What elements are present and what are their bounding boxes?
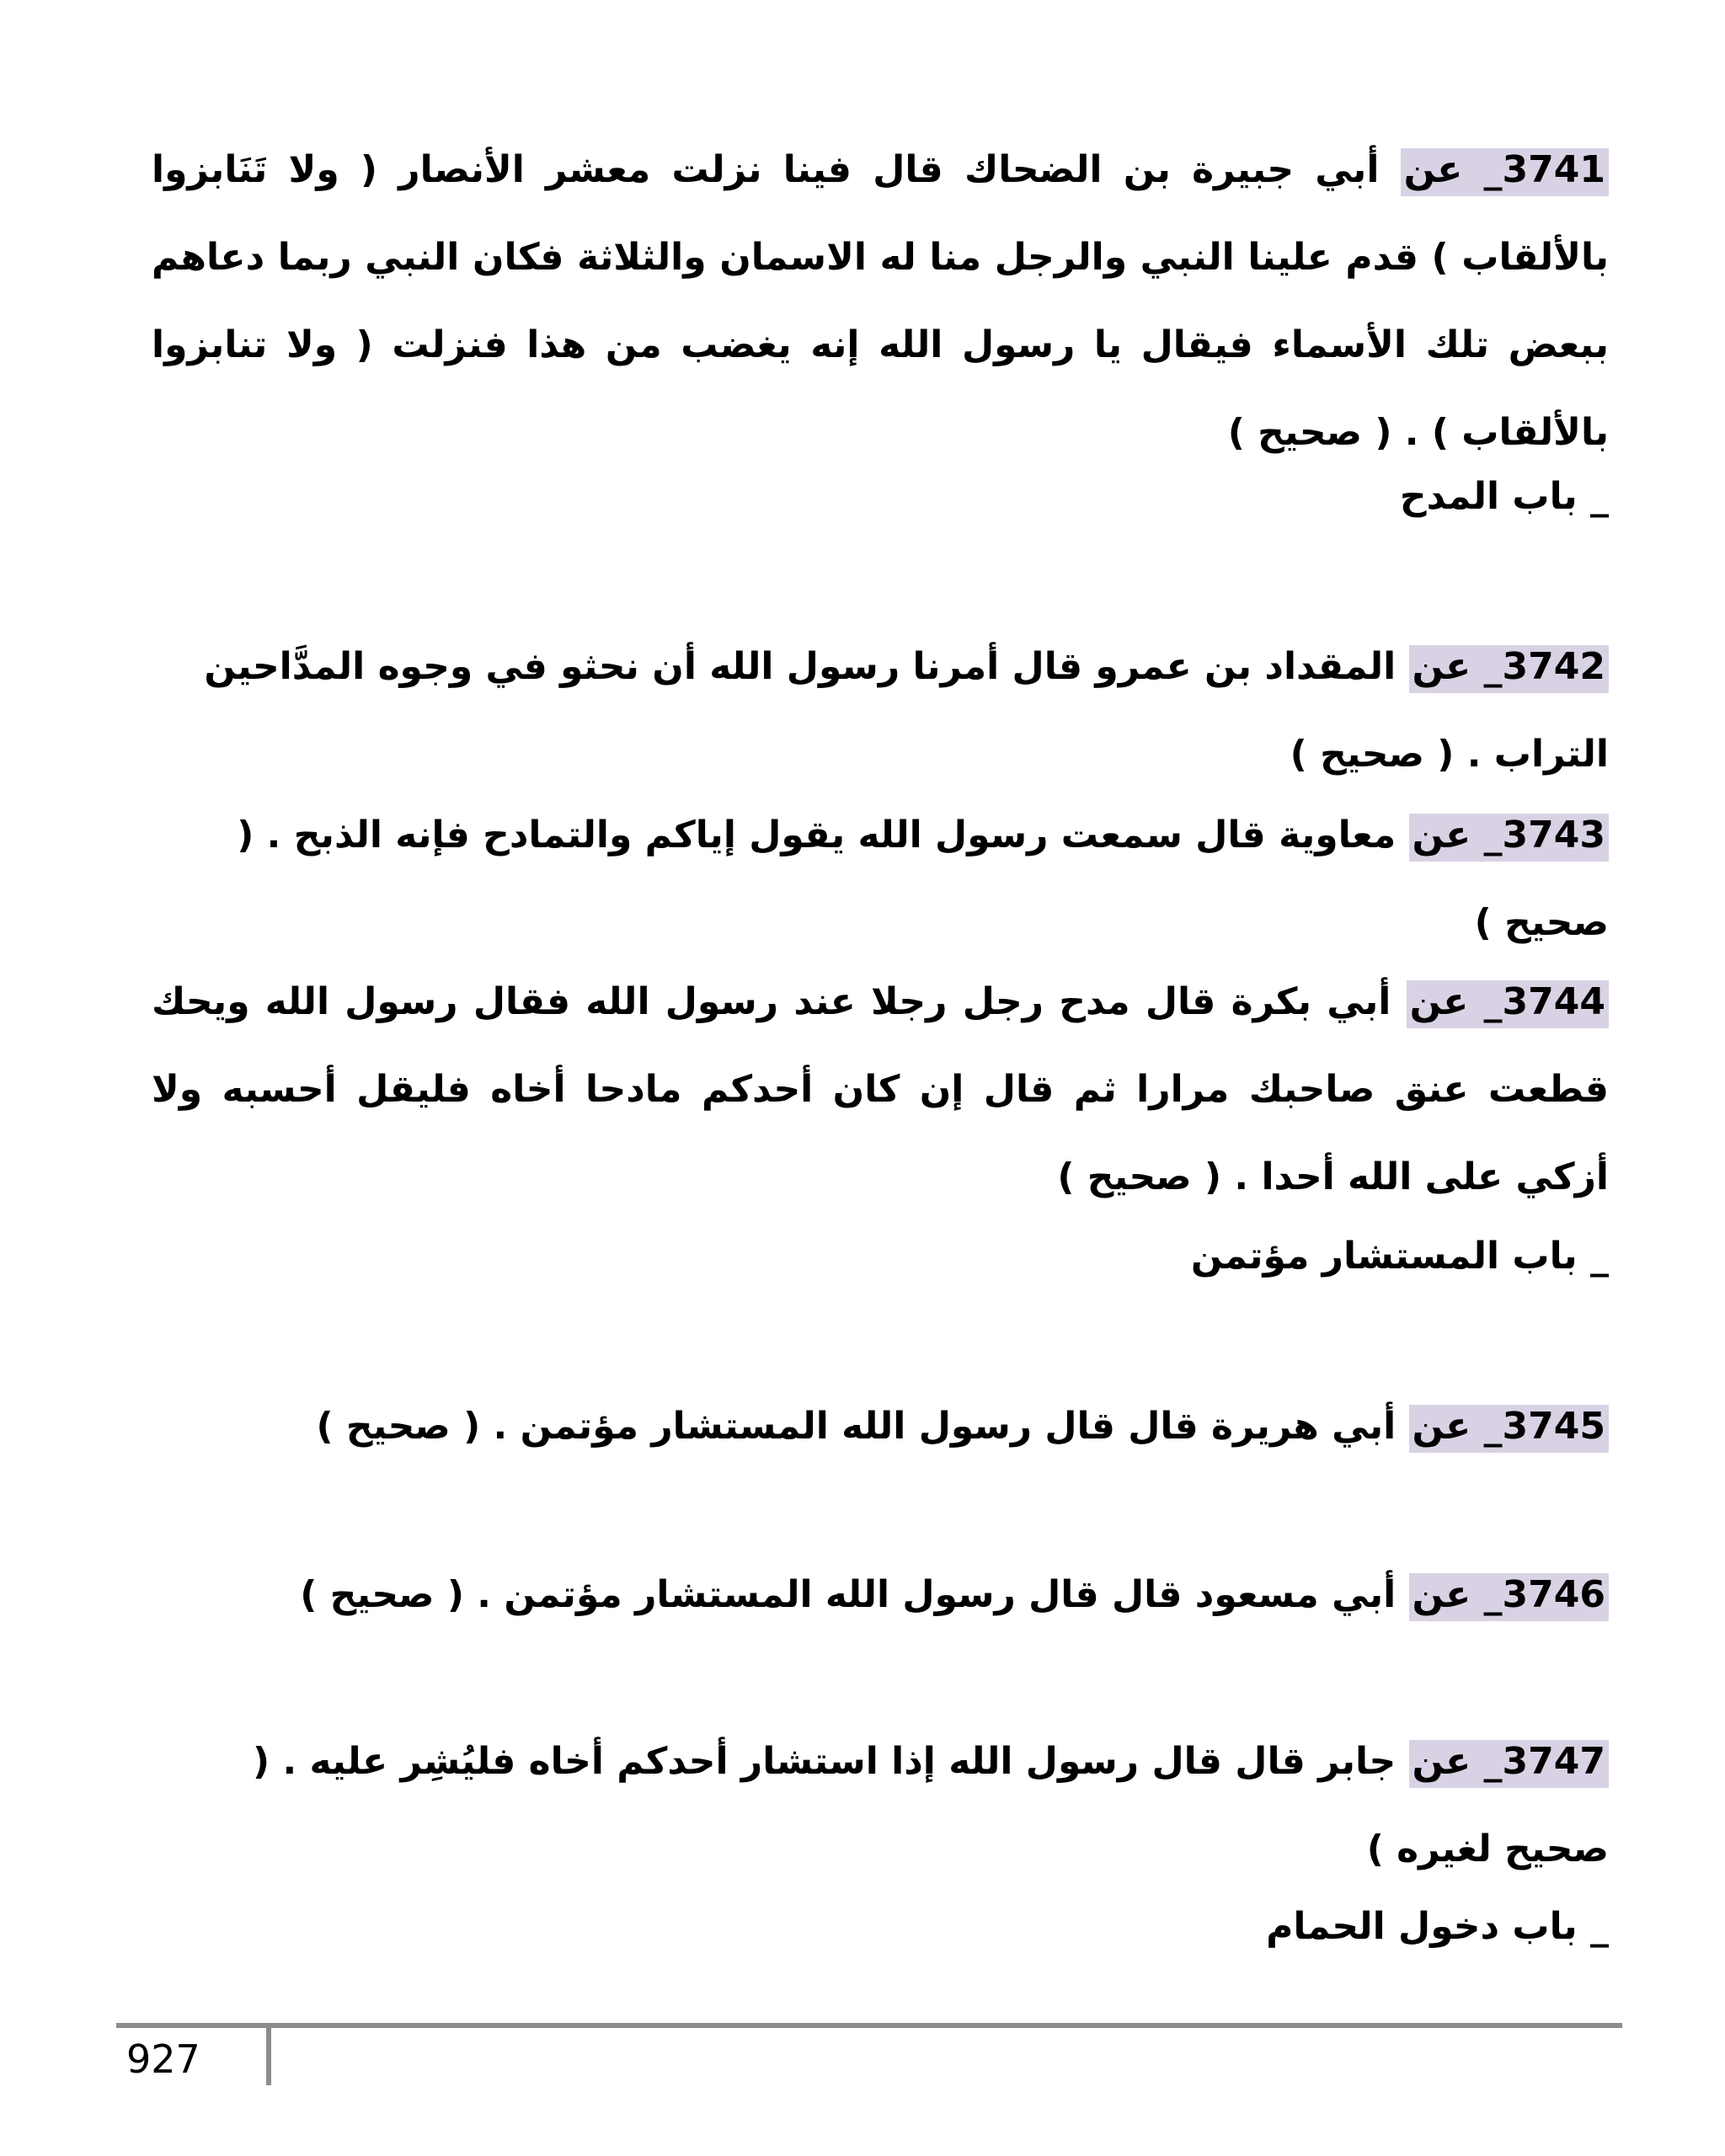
footer-divider (116, 2023, 1622, 2028)
hadith-prefix: _ عن (1412, 1573, 1503, 1616)
chapter-heading-hammam: _ باب دخول الحمام (1266, 1905, 1609, 1948)
hadith-text: جابر قال قال رسول الله إذا استشار أحدكم أخاه فليُشِر عليه . ( صحيح لغيره ) (253, 1740, 1609, 1870)
hadith-3741 (152, 126, 1609, 477)
hadith-number-highlight (1407, 980, 1609, 1028)
hadith-text: أبي بكرة قال مدح رجل رجلا عند رسول الله فقال رسول الله ويحك قطعت عنق صاحبك مرارا ثم قال إن كان أحدكم مادحا أخاه فليقل أحسبه ولا أزكي على الله أحدا . ( صحيح ) (152, 980, 1609, 1198)
hadith-prefix: _ عن (1412, 1740, 1503, 1783)
hadith-3747 (152, 1718, 1609, 1893)
hadith-3743 (152, 792, 1609, 967)
hadith-text: معاوية قال سمعت رسول الله يقول إياكم والتمادح فإنه الذبح . ( صحيح ) (237, 814, 1609, 944)
hadith-text: أبي جبيرة بن الضحاك قال فينا نزلت معشر الأنصار ( ولا تَنَابزوا بالألقاب ) قدم علينا النبي والرجل منا له الاسمان والثلاثة فكان النبي ربما دعاهم ببعض تلك الأسماء فيقال يا رسول الله إنه يغضب من هذا فنزلت ( ولا تنابزوا بالألقاب ) . ( صحيح ) (152, 148, 1609, 454)
hadith-number: 3741 (1502, 148, 1605, 191)
hadith-number: 3747 (1502, 1740, 1605, 1783)
hadith-text: أبي مسعود قال قال رسول الله المستشار مؤتمن . ( صحيح ) (300, 1573, 1409, 1616)
chapter-heading-mustashar: _ باب المستشار مؤتمن (1190, 1235, 1609, 1278)
page-number: 927 (126, 2036, 200, 2082)
hadith-number-highlight (1409, 1573, 1609, 1621)
footer-tick-mark (266, 2025, 271, 2085)
hadith-number: 3745 (1502, 1405, 1605, 1448)
hadith-text: أبي هريرة قال قال رسول الله المستشار مؤتمن . ( صحيح ) (316, 1405, 1409, 1448)
hadith-3742 (152, 623, 1609, 798)
hadith-number: 3744 (1502, 980, 1605, 1023)
hadith-number-highlight (1409, 645, 1609, 693)
hadith-text: المقداد بن عمرو قال أمرنا رسول الله أن نحثو في وجوه المدَّاحين التراب . ( صحيح ) (204, 645, 1609, 776)
hadith-prefix: _ عن (1412, 1405, 1503, 1448)
hadith-number: 3746 (1502, 1573, 1605, 1616)
chapter-heading-madh: _ باب المدح (1399, 475, 1609, 518)
hadith-prefix: _ عن (1412, 814, 1503, 857)
hadith-number-highlight (1409, 1405, 1609, 1453)
hadith-number: 3742 (1502, 645, 1605, 688)
hadith-number-highlight (1409, 1740, 1609, 1788)
hadith-prefix: _ عن (1403, 148, 1503, 191)
hadith-number-highlight (1409, 814, 1609, 862)
hadith-prefix: _ عن (1409, 980, 1503, 1023)
hadith-prefix: _ عن (1412, 645, 1503, 688)
hadith-3746 (152, 1551, 1609, 1639)
hadith-number: 3743 (1502, 814, 1605, 857)
hadith-number-highlight (1401, 148, 1609, 196)
hadith-3745 (152, 1383, 1609, 1470)
hadith-3744 (152, 958, 1609, 1221)
